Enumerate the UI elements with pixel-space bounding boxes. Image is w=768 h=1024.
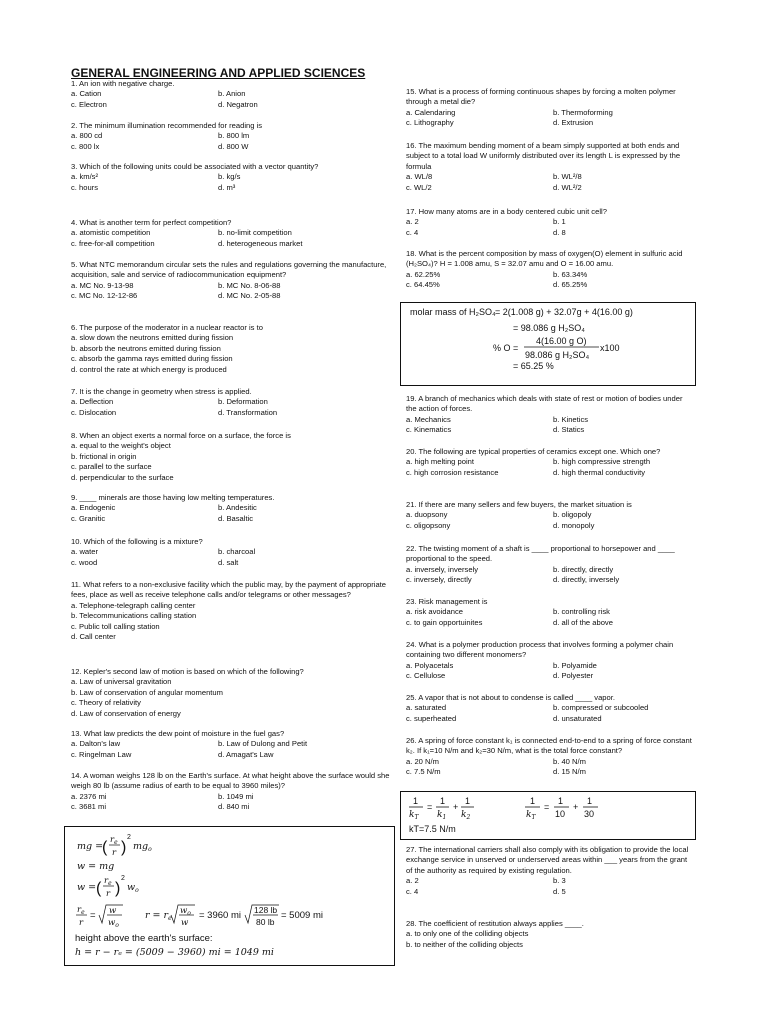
answer-option: c. absorb the gamma rays emitted during fission — [71, 354, 233, 364]
question-stem: 17. How many atoms are in a body centered cubic unit cell? — [406, 207, 607, 216]
svg-text:r: r — [79, 918, 84, 928]
q18-times: x100 — [600, 343, 620, 353]
answer-options — [406, 703, 694, 724]
question-10 — [71, 537, 393, 568]
svg-text:= 3960 mi: = 3960 mi — [199, 910, 241, 921]
answer-option: a. 2 — [406, 217, 419, 227]
answer-option: d. Law of conservation of energy — [71, 708, 181, 718]
question-1 — [71, 79, 393, 110]
question-4 — [71, 218, 393, 249]
answer-option: d. 800 W — [218, 141, 249, 151]
answer-option: a. inversely, inversely — [406, 564, 479, 574]
answer-option: c. to gain opportuinites — [406, 617, 483, 627]
answer-option: d. heterogeneous market — [218, 238, 303, 248]
answer-option: b. compressed or subcooled — [553, 703, 649, 713]
answer-option: a. Dalton's law — [71, 739, 121, 749]
answer-option: c. parallel to the surface — [71, 462, 152, 472]
answer-option: d. Polyester — [553, 671, 594, 681]
question-27 — [406, 845, 694, 897]
q18-numerator: 4(16.00 g O) — [536, 336, 587, 346]
answer-option: c. superheated — [406, 713, 457, 723]
question-stem: 3. Which of the following units could be associated with a vector quantity? — [71, 162, 319, 171]
answer-option: a. duopsony — [406, 510, 448, 520]
answer-options — [71, 503, 393, 524]
answer-option: c. 3681 mi — [71, 802, 107, 812]
question-stem: 28. The coefficient of restitution always applies ____. — [406, 919, 584, 928]
answer-option: a. equal to the weight's object — [71, 441, 171, 451]
svg-text:re: $r_e$ — [110, 835, 118, 846]
svg-text:r: r — [112, 848, 117, 858]
answer-option: c. inversely, directly — [406, 575, 472, 585]
svg-text:w =: w = — [77, 882, 97, 893]
answer-option: a. Deflection — [71, 397, 114, 407]
q18-label: molar mass of — [410, 307, 467, 317]
answer-option: c. oligopsony — [406, 520, 451, 530]
svg-text:=: = — [544, 802, 550, 812]
svg-text:10: 10 — [555, 809, 566, 819]
question-24 — [406, 640, 694, 682]
answer-option: d. 15 N/m — [553, 767, 586, 777]
answer-option: a. Calendaring — [406, 107, 456, 117]
answer-option: b. Polyamide — [553, 660, 597, 670]
question-stem: 5. What NTC memorandum circular sets the rules and regulations governing the manufacture, acquisition, sale and service of radiocommunication equipment? — [71, 260, 387, 280]
answer-option: d. m³ — [218, 182, 236, 192]
question-6 — [71, 323, 393, 375]
answer-option: b. 1049 mi — [218, 791, 254, 801]
answer-option: d. all of the above — [553, 617, 613, 627]
answer-option: a. Cation — [71, 89, 102, 99]
q26-equation-symbolic — [409, 796, 474, 821]
question-stem: 10. Which of the following is a mixture? — [71, 537, 203, 546]
answer-option: d. Statics — [553, 425, 585, 435]
answer-option: b. controlling risk — [553, 607, 610, 617]
question-stem: 1. An ion with negative charge. — [71, 79, 175, 88]
answer-option: b. 800 lm — [218, 131, 250, 141]
answer-options — [406, 108, 694, 129]
q18-denominator: 98.086 g H₂SO₄ — [525, 350, 590, 360]
answer-option: b. high compressive strength — [553, 457, 651, 467]
svg-text:1: 1 — [465, 796, 471, 806]
answer-option: d. control the rate at which energy is produced — [71, 364, 227, 374]
answer-options — [406, 510, 694, 531]
question-stem: 12. Kepler's second law of motion is based on which of the following? — [71, 667, 304, 676]
answer-option: b. Thermoforming — [553, 107, 613, 117]
svg-text:1: 1 — [413, 796, 419, 806]
answer-option: a. 2376 mi — [71, 791, 107, 801]
answer-option: c. Dislocation — [71, 407, 117, 417]
question-stem: 23. Risk management is — [406, 597, 488, 606]
answer-options — [71, 281, 393, 302]
question-9 — [71, 493, 393, 524]
answer-option: d. 8 — [553, 227, 566, 237]
answer-option: b. Andesitic — [218, 503, 257, 513]
question-stem: 6. The purpose of the moderator in a nuclear reactor is to — [71, 323, 263, 332]
svg-text:k2: $k_2$ — [461, 810, 471, 821]
answer-option: b. oligopoly — [553, 510, 592, 520]
svg-text:1: 1 — [440, 796, 446, 806]
answer-option: a. Endogenic — [71, 503, 116, 513]
svg-text:kT: $k_T$ — [526, 810, 536, 821]
answer-options — [406, 270, 694, 291]
answer-option: a. Mechanics — [406, 414, 451, 424]
answer-option: a. Law of universal gravitation — [71, 677, 172, 687]
question-13 — [71, 729, 393, 760]
answer-options — [71, 172, 393, 193]
answer-options — [406, 457, 694, 478]
answer-option: c. WL/2 — [406, 182, 432, 192]
answer-option: c. Lithography — [406, 118, 454, 128]
answer-options — [406, 565, 694, 586]
answer-option: a. MC No. 9-13-98 — [71, 280, 134, 290]
question-stem: 2. The minimum illumination recommended for reading is — [71, 121, 263, 130]
answer-option: c. high corrosion resistance — [406, 467, 499, 477]
svg-text:=: = — [427, 802, 433, 812]
svg-text:128 lb: 128 lb — [254, 905, 278, 915]
question-26 — [406, 736, 694, 778]
answer-option: d. perpendicular to the surface — [71, 472, 174, 482]
answer-option: a. to only one of the colliding objects — [406, 929, 529, 939]
answer-option: d. directly, inversely — [553, 575, 620, 585]
svg-text:wo: $w_o$ — [127, 882, 139, 894]
answer-option: b. Anion — [218, 89, 246, 99]
answer-option: d. unsaturated — [553, 713, 602, 723]
solution-box-q14 — [64, 826, 395, 966]
answer-option: c. free-for-all competition — [71, 238, 155, 248]
q18-result: = 98.086 g H₂SO₄ — [513, 323, 585, 333]
svg-text:re: $r_e$ — [77, 905, 85, 916]
answer-option: b. 1 — [553, 217, 566, 227]
answer-options — [71, 397, 393, 418]
answer-options — [71, 89, 393, 110]
question-12 — [71, 667, 393, 719]
question-stem: 13. What law predicts the dew point of moisture in the fuel gas? — [71, 729, 285, 738]
answer-options — [71, 131, 393, 152]
question-stem: 24. What is a polymer production process that involves forming a polymer chain containing two different monomers? — [406, 640, 674, 660]
svg-text:r: r — [106, 889, 111, 899]
svg-text:wo: $w_o$ — [180, 906, 191, 917]
answer-option: b. to neither of the colliding objects — [406, 939, 523, 949]
answer-option: a. 20 N/m — [406, 756, 439, 766]
document-title: GENERAL ENGINEERING AND APPLIED SCIENCES — [71, 66, 366, 80]
answer-option: b. frictional in origin — [71, 451, 137, 461]
answer-option: b. charcoal — [218, 547, 256, 557]
answer-option: a. Polyacetals — [406, 660, 454, 670]
answer-option: a. 800 cd — [71, 131, 103, 141]
question-stem: 9. ____ minerals are those having low melting temperatures. — [71, 493, 275, 502]
answer-option: b. Law of conservation of angular momentum — [71, 687, 223, 697]
answer-option: a. atomistic competition — [71, 228, 151, 238]
question-28 — [406, 919, 694, 950]
q14-line5: h = r − rₑ = (5009 − 3960) mi = 1049 mi — [75, 947, 274, 958]
answer-option: a. WL/8 — [406, 172, 433, 182]
answer-option: c. Theory of relativity — [71, 698, 141, 708]
answer-option: b. 40 N/m — [553, 756, 586, 766]
answer-option: a. saturated — [406, 703, 447, 713]
answer-option: b. no-limit competition — [218, 228, 292, 238]
answer-option: c. Cellulose — [406, 671, 446, 681]
answer-option: a. 62.25% — [406, 269, 441, 279]
svg-text:2: 2 — [121, 875, 125, 882]
answer-option: d. Transformation — [218, 407, 278, 417]
answer-option: d. 65.25% — [553, 280, 588, 290]
answer-option: c. Granitic — [71, 513, 106, 523]
q18-answer: = 65.25 % — [513, 361, 554, 371]
question-11 — [71, 580, 393, 642]
answer-option: c. hours — [71, 182, 99, 192]
answer-option: a. water — [71, 547, 99, 557]
answer-option: a. slow down the neutrons emitted during fission — [71, 333, 234, 343]
answer-option: a. Telephone-telegraph calling center — [71, 600, 196, 610]
answer-option: c. 64.45% — [406, 280, 440, 290]
svg-text:w: w — [109, 906, 117, 916]
question-22 — [406, 544, 694, 586]
question-stem: 22. The twisting moment of a shaft is ____ proportional to horsepower and ____ proportional to the speed. — [406, 544, 675, 564]
svg-text:): ) — [115, 880, 121, 897]
svg-text:wo: $w_o$ — [108, 918, 119, 929]
answer-option: b. Law of Dulong and Petit — [218, 739, 308, 749]
answer-option: d. Extrusion — [553, 118, 594, 128]
answer-option: b. 63.34% — [553, 269, 588, 279]
answer-option: d. MC No. 2-05-88 — [218, 291, 281, 301]
q18-formula: H₂SO₄ — [469, 307, 496, 317]
answer-option: d. Amagat's Law — [218, 749, 274, 759]
answer-option: d. salt — [218, 557, 239, 567]
solution-box-q18 — [400, 302, 696, 386]
svg-text:1: 1 — [558, 796, 564, 806]
answer-option: d. WL²/2 — [553, 182, 582, 192]
answer-option: d. Negatron — [218, 99, 258, 109]
question-stem: 25. A vapor that is not about to condense is called ____ vapor. — [406, 693, 615, 702]
svg-text:1: 1 — [530, 796, 536, 806]
answer-option: b. directly, directly — [553, 564, 614, 574]
answer-options — [71, 228, 393, 249]
answer-option: c. 7.5 N/m — [406, 767, 441, 777]
answer-option: d. 5 — [553, 886, 566, 896]
answer-options — [406, 172, 694, 193]
answer-option: b. Deformation — [218, 397, 268, 407]
answer-option: a. high melting point — [406, 457, 474, 467]
answer-option: d. Call center — [71, 632, 116, 642]
svg-text:+: + — [453, 802, 459, 812]
svg-text:(: ( — [102, 839, 108, 856]
solution-box-q26 — [400, 791, 696, 840]
svg-text:=: = — [90, 910, 96, 921]
answer-options — [406, 415, 694, 436]
svg-text:r = re: $r = r_e$ — [145, 910, 172, 922]
question-14 — [71, 771, 393, 813]
question-stem: 27. The international carriers shall also comply with its obligation to provide the local exchange service in unserved or underserved areas within ___ years from the grant of the authority as required by existing regulation. — [406, 845, 689, 875]
answer-options — [406, 661, 694, 682]
q18-expression: = 2(1.008 g) + 32.07g + 4(16.00 g) — [495, 307, 633, 317]
answer-options — [406, 876, 694, 897]
question-stem: 20. The following are typical properties of ceramics except one. Which one? — [406, 447, 661, 456]
svg-text:re: $r_e$ — [104, 876, 112, 887]
answer-options — [71, 739, 393, 760]
answer-options — [71, 333, 393, 375]
answer-option: c. 4 — [406, 227, 419, 237]
question-18 — [406, 249, 694, 291]
question-stem: 8. When an object exerts a normal force on a surface, the force is — [71, 431, 291, 440]
answer-option: a. risk avoidance — [406, 607, 463, 617]
svg-text:): ) — [121, 839, 127, 856]
answer-options — [71, 792, 393, 813]
answer-option: c. wood — [71, 557, 98, 567]
svg-text:mgo: $mg_o$ — [133, 841, 152, 853]
answer-option: b. WL²/8 — [553, 172, 582, 182]
answer-option: c. Public toll calling station — [71, 621, 160, 631]
question-stem: 7. It is the change in geometry when stress is applied. — [71, 387, 252, 396]
answer-options — [71, 441, 393, 483]
question-25 — [406, 693, 694, 724]
answer-options — [406, 217, 694, 238]
question-17 — [406, 207, 694, 238]
question-16 — [406, 141, 694, 193]
question-8 — [71, 431, 393, 483]
q14-caption: height above the earth's surface: — [75, 933, 213, 944]
q26-answer: kT=7.5 N/m — [409, 824, 456, 834]
q14-line3 — [77, 875, 139, 899]
answer-options — [71, 677, 393, 719]
question-stem: 15. What is a process of forming continuous shapes by forcing a molten polymer through a metal die? — [406, 87, 676, 107]
q14-line1 — [77, 834, 152, 858]
answer-option: c. Electron — [71, 99, 107, 109]
question-stem: 18. What is the percent composition by mass of oxygen(O) element in sulfuric acid (H₂SO₄)? H = 1.008 amu, S = 32.07 amu and O = 16.00 amu. — [406, 249, 683, 269]
answer-options — [406, 757, 694, 778]
question-stem: 16. The maximum bending moment of a beam simply supported at both ends and subject to a total load W uniformly distributed over its length L is expressed by the formula — [406, 141, 681, 171]
question-23 — [406, 597, 694, 628]
question-stem: 19. A branch of mechanics which deals with state of rest or motion of bodies under the action of forces. — [406, 394, 683, 414]
question-stem: 4. What is another term for perfect competition? — [71, 218, 232, 227]
answer-option: a. 2 — [406, 876, 419, 886]
question-20 — [406, 447, 694, 478]
question-3 — [71, 162, 393, 193]
svg-text:(: ( — [96, 880, 102, 897]
svg-text:1: 1 — [587, 796, 593, 806]
question-stem: 21. If there are many sellers and few buyers, the market situation is — [406, 500, 632, 509]
question-stem: 11. What refers to a non-exclusive facility which the public may, by the payment of appropriate fees, place as well as receive telephone calls and/or telegrams or other messages? — [71, 580, 387, 600]
question-19 — [406, 394, 694, 436]
question-stem: 26. A spring of force constant k₁ is connected end-to-end to a spring of force constant k₂. If k₁=10 N/m and k₂=30 N/m, what is the total force constant? — [406, 736, 692, 756]
answer-option: c. 4 — [406, 886, 419, 896]
svg-text:2: 2 — [127, 834, 131, 841]
answer-options — [71, 601, 393, 643]
answer-option: c. MC No. 12-12-86 — [71, 291, 138, 301]
answer-option: d. Basaltic — [218, 513, 254, 523]
svg-text:w: w — [181, 918, 189, 928]
q26-equation-numeric — [525, 796, 598, 821]
answer-option: b. 3 — [553, 876, 566, 886]
svg-text:= 5009 mi: = 5009 mi — [281, 910, 323, 921]
answer-options — [71, 547, 393, 568]
answer-option: d. high thermal conductivity — [553, 467, 646, 477]
svg-text:30: 30 — [584, 809, 595, 819]
answer-option: c. Kinematics — [406, 425, 452, 435]
answer-option: a. km/s² — [71, 172, 99, 182]
answer-option: d. 840 mi — [218, 802, 250, 812]
answer-option: c. 800 lx — [71, 141, 100, 151]
answer-option: b. Kinetics — [553, 414, 589, 424]
answer-option: b. Telecommunications calling station — [71, 611, 197, 621]
q18-percent-lhs: % O = — [493, 343, 519, 353]
svg-text:k1: $k_1$ — [437, 810, 447, 821]
q14-line4 — [76, 905, 323, 929]
answer-option: b. absorb the neutrons emitted during fission — [71, 343, 221, 353]
svg-text:mg =: mg = — [77, 841, 104, 852]
answer-option: d. monopoly — [553, 520, 595, 530]
answer-option: c. Ringelman Law — [71, 749, 132, 759]
question-2 — [71, 121, 393, 152]
answer-option: b. kg/s — [218, 172, 241, 182]
answer-options — [406, 607, 694, 628]
question-5 — [71, 260, 393, 302]
question-7 — [71, 387, 393, 418]
answer-option: b. MC No. 8-06-88 — [218, 280, 281, 290]
svg-text:kT: $k_T$ — [409, 810, 419, 821]
question-15 — [406, 87, 694, 129]
svg-text:80 lb: 80 lb — [256, 917, 275, 927]
answer-options — [406, 929, 694, 950]
svg-text:+: + — [573, 802, 579, 812]
q14-line2: w = mg — [77, 861, 115, 872]
question-21 — [406, 500, 694, 531]
question-stem: 14. A woman weighs 128 lb on the Earth's surface. At what height above the surface would she weigh 80 lb (assume radius of earth to be equal to 3960 miles)? — [71, 771, 390, 791]
